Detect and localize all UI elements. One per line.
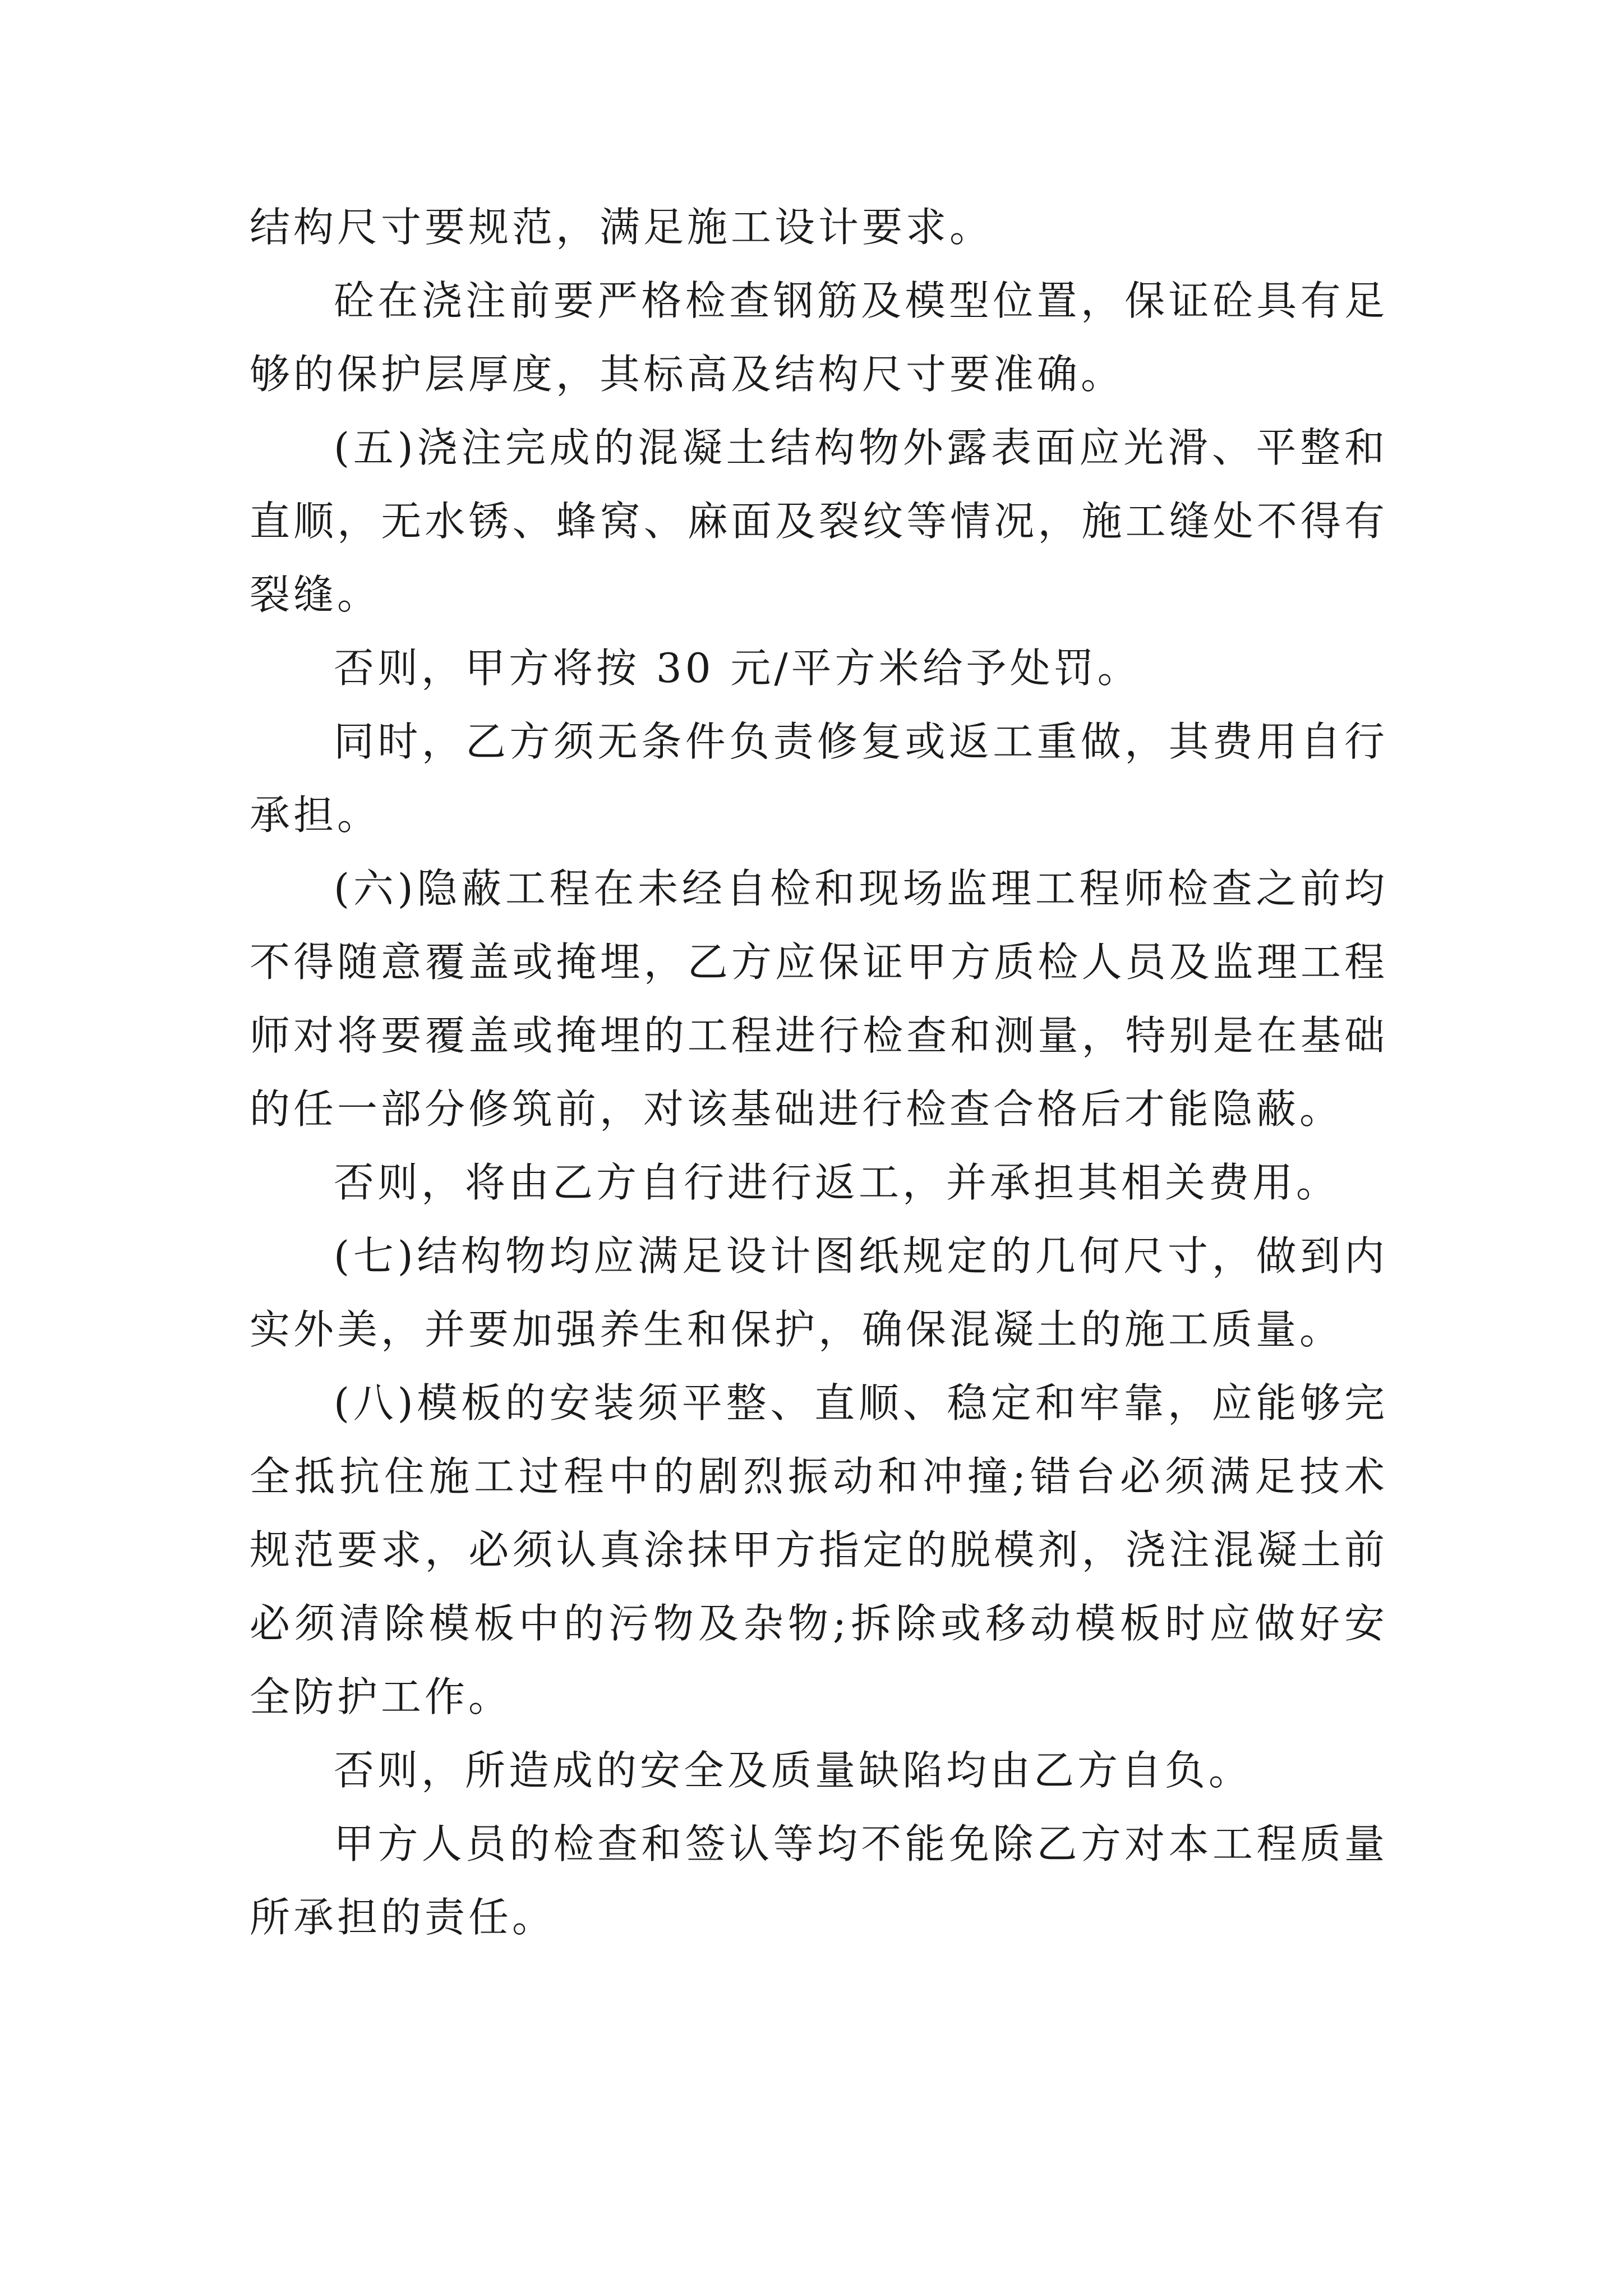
- paragraph: (八)模板的安装须平整、直顺、稳定和牢靠，应能够完全抵抗住施工过程中的剧烈振动和冲撞;错台必须满足技术规范要求，必须认真涂抹甲方指定的脱模剂，浇注混凝土前必须清除模板中的污物及杂物;拆除或移动模板时应做好安全防护工作。: [250, 1379, 1388, 1720]
- paragraph: (五)浇注完成的混凝土结构物外露表面应光滑、平整和直顺，无水锈、蜂窝、麻面及裂纹等情况，施工缝处不得有裂缝。: [250, 424, 1388, 618]
- document-body: [250, 191, 1388, 1954]
- paragraph: 砼在浇注前要严格检查钢筋及模型位置，保证砼具有足够的保护层厚度，其标高及结构尺寸要准确。: [250, 277, 1388, 398]
- paragraph: (七)结构物均应满足设计图纸规定的几何尺寸，做到内实外美，并要加强养生和保护，确保混凝土的施工质量。: [250, 1232, 1388, 1353]
- paragraph: 否则，甲方将按 30 元/平方米给予处罚。: [334, 645, 1141, 692]
- paragraph: (六)隐蔽工程在未经自检和现场监理工程师检查之前均不得随意覆盖或掩埋，乙方应保证甲方质检人员及监理工程师对将要覆盖或掩埋的工程进行检查和测量，特别是在基础的任一部分修筑前，对该基础进行检查合格后才能隐蔽。: [250, 865, 1388, 1133]
- paragraph: 同时，乙方须无条件负责修复或返工重做，其费用自行承担。: [250, 718, 1388, 839]
- paragraph: 甲方人员的检查和签认等均不能免除乙方对本工程质量所承担的责任。: [250, 1820, 1388, 1941]
- paragraph: 结构尺寸要规范，满足施工设计要求。: [250, 204, 994, 251]
- paragraph: 否则，将由乙方自行进行返工，并承担其相关费用。: [334, 1159, 1340, 1206]
- paragraph: 否则，所造成的安全及质量缺陷均由乙方自负。: [334, 1747, 1253, 1794]
